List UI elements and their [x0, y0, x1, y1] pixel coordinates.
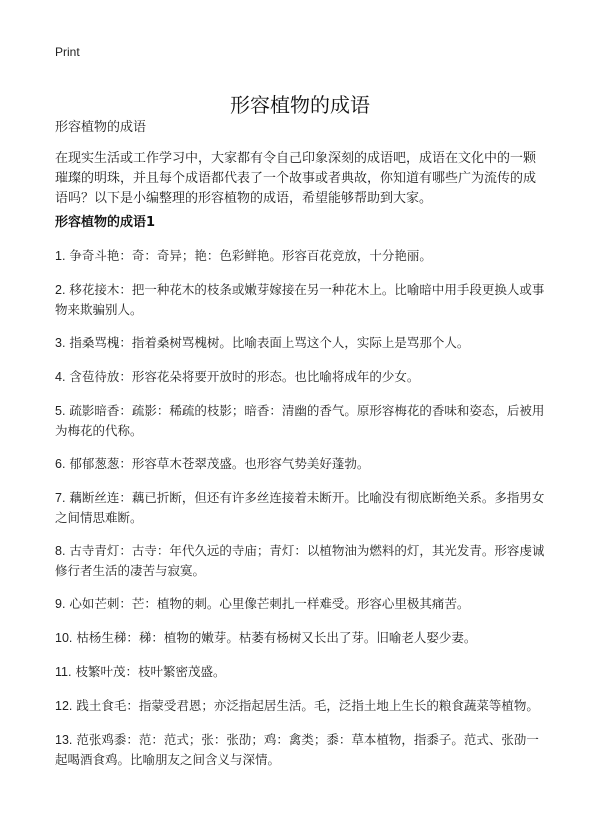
intro-paragraph: 在现实生活或工作学习中，大家都有令自己印象深刻的成语吧，成语在文化中的一颗璀璨的明珠，并且每个成语都代表了一个故事或者典故，你知道有哪些广为流传的成语吗？以下是小编整理的形容植物的成语，希望能够帮助到大家。 — [55, 151, 537, 206]
list-item-text: 含苞待放：形容花朵将要开放时的形态。也比喻将成年的少女。 — [69, 369, 420, 384]
article-subtitle: 形容植物的成语 — [55, 120, 147, 135]
list-item-text: 疏影暗香：疏影：稀疏的枝影；暗香：清幽的香气。原形容梅花的香味和姿态，后被用为梅花的代称。 — [55, 403, 545, 438]
list-item-number: 4. — [55, 370, 66, 384]
list-item-text: 践土食毛：指蒙受君恩；亦泛指起居生活。毛，泛指土地上生长的粮食蔬菜等植物。 — [76, 698, 539, 713]
list-item-number: 2. — [55, 283, 66, 297]
list-item — [55, 454, 547, 474]
list-item-number: 3. — [55, 336, 66, 350]
list-item — [55, 594, 547, 614]
list-item-number: 5. — [55, 404, 66, 418]
list-item — [55, 280, 547, 319]
list-item-text: 枯杨生稊：稊：植物的嫩芽。枯萎有杨树又长出了芽。旧喻老人娶少妻。 — [76, 630, 477, 645]
list-item-text: 指桑骂槐：指着桑树骂槐树。比喻表面上骂这个人，实际上是骂那个人。 — [69, 335, 470, 350]
list-item — [55, 662, 547, 682]
list-item — [55, 333, 547, 353]
list-item-number: 10. — [55, 631, 73, 645]
list-item-number: 6. — [55, 457, 66, 471]
list-item-number: 13. — [55, 733, 73, 747]
list-item-number: 8. — [55, 544, 66, 558]
list-item — [55, 401, 547, 440]
list-item — [55, 696, 547, 716]
section-heading: 形容植物的成语1 — [55, 215, 156, 230]
list-item — [55, 246, 547, 266]
list-item-text: 郁郁葱葱：形容草木苍翠茂盛。也形容气势美好蓬勃。 — [69, 456, 370, 471]
list-item-number: 11. — [55, 665, 72, 679]
page-title: 形容植物的成语 — [230, 93, 370, 118]
print-link[interactable]: Print — [55, 45, 80, 59]
idiom-list — [55, 246, 547, 783]
list-item-text: 争奇斗艳：奇：奇异；艳：色彩鲜艳。形容百花竞放，十分艳丽。 — [69, 248, 432, 263]
list-item-number: 9. — [55, 597, 66, 611]
list-item-text: 藕断丝连：藕已折断，但还有许多丝连接着未断开。比喻没有彻底断绝关系。多指男女之间情思难断。 — [55, 490, 545, 525]
list-item-number: 1. — [55, 249, 66, 263]
list-item-text: 范张鸡黍：范：范式；张：张劭；鸡：禽类；黍：草本植物，指黍子。范式、张劭一起喝酒食鸡。比喻朋友之间含义与深情。 — [55, 732, 539, 767]
list-item — [55, 730, 547, 769]
list-item-number: 12. — [55, 699, 73, 713]
list-item-text: 移花接木：把一种花木的枝条或嫩芽嫁接在另一种花木上。比喻暗中用手段更换人或事物来欺骗别人。 — [55, 282, 545, 317]
list-item-text: 心如芒刺：芒：植物的刺。心里像芒刺扎一样难受。形容心里极其痛苦。 — [69, 596, 470, 611]
list-item — [55, 541, 547, 580]
list-item-text: 古寺青灯：古寺：年代久远的寺庙；青灯：以植物油为燃料的灯，其光发青。形容虔诚修行者生活的凄苦与寂寞。 — [55, 543, 545, 578]
list-item — [55, 628, 547, 648]
list-item — [55, 488, 547, 527]
list-item-number: 7. — [55, 491, 66, 505]
list-item — [55, 367, 547, 387]
list-item-text: 枝繁叶茂：枝叶繁密茂盛。 — [75, 664, 226, 679]
